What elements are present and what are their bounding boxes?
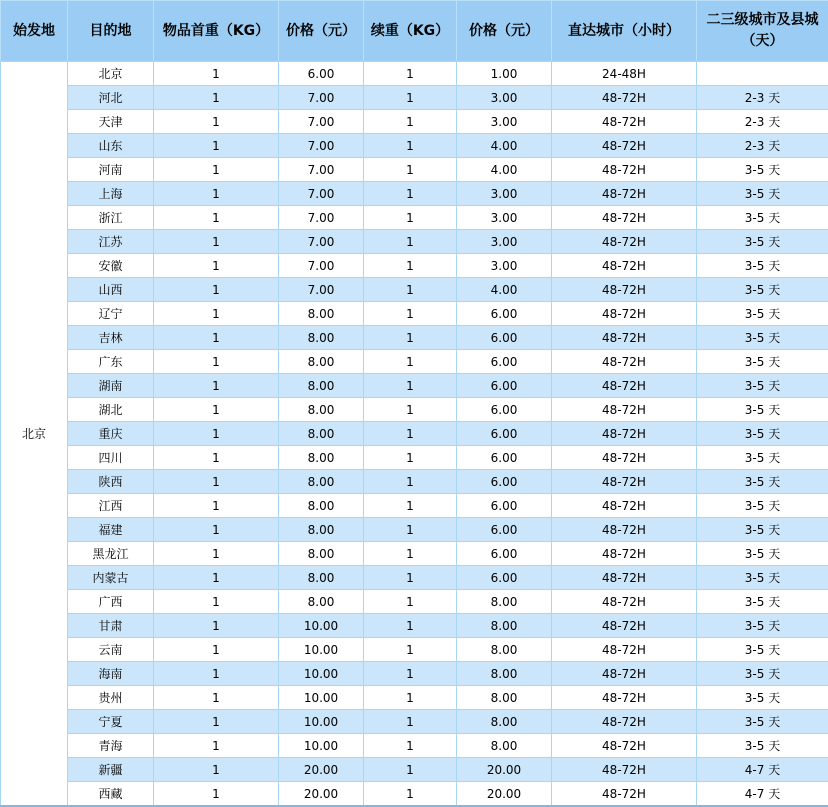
add-price-cell: 3.00 <box>457 230 552 254</box>
table-row <box>1 398 828 422</box>
table-row <box>1 710 828 734</box>
direct-hours-cell: 48-72H <box>552 446 697 470</box>
add-price-cell: 4.00 <box>457 134 552 158</box>
table-row <box>1 782 828 807</box>
table-row <box>1 422 828 446</box>
destination-cell: 重庆 <box>68 422 154 446</box>
add-price-cell: 4.00 <box>457 158 552 182</box>
table-row <box>1 86 828 110</box>
destination-cell: 海南 <box>68 662 154 686</box>
add-price-cell: 6.00 <box>457 542 552 566</box>
first-price-cell: 8.00 <box>279 590 364 614</box>
first-price-cell: 8.00 <box>279 542 364 566</box>
add-weight-cell: 1 <box>364 422 457 446</box>
add-weight-cell: 1 <box>364 206 457 230</box>
county-days-cell: 3-5 天 <box>697 254 828 278</box>
table-row <box>1 302 828 326</box>
add-price-cell: 8.00 <box>457 734 552 758</box>
table-row <box>1 326 828 350</box>
county-days-cell: 3-5 天 <box>697 350 828 374</box>
direct-hours-cell: 48-72H <box>552 230 697 254</box>
add-weight-cell: 1 <box>364 110 457 134</box>
destination-cell: 江西 <box>68 494 154 518</box>
header-add-price: 价格（元） <box>457 1 552 62</box>
first-weight-cell: 1 <box>154 590 279 614</box>
county-days-cell: 3-5 天 <box>697 302 828 326</box>
add-price-cell: 3.00 <box>457 182 552 206</box>
county-days-cell: 3-5 天 <box>697 470 828 494</box>
table-row <box>1 182 828 206</box>
county-days-cell: 3-5 天 <box>697 206 828 230</box>
direct-hours-cell: 48-72H <box>552 86 697 110</box>
county-days-cell: 3-5 天 <box>697 590 828 614</box>
add-price-cell: 20.00 <box>457 782 552 807</box>
destination-cell: 宁夏 <box>68 710 154 734</box>
destination-cell: 吉林 <box>68 326 154 350</box>
first-price-cell: 10.00 <box>279 734 364 758</box>
destination-cell: 新疆 <box>68 758 154 782</box>
destination-cell: 四川 <box>68 446 154 470</box>
first-price-cell: 8.00 <box>279 398 364 422</box>
direct-hours-cell: 48-72H <box>552 734 697 758</box>
add-weight-cell: 1 <box>364 662 457 686</box>
county-days-cell: 3-5 天 <box>697 230 828 254</box>
destination-cell: 西藏 <box>68 782 154 807</box>
add-weight-cell: 1 <box>364 374 457 398</box>
first-price-cell: 10.00 <box>279 638 364 662</box>
add-price-cell: 6.00 <box>457 398 552 422</box>
add-price-cell: 3.00 <box>457 110 552 134</box>
first-price-cell: 8.00 <box>279 374 364 398</box>
add-price-cell: 4.00 <box>457 278 552 302</box>
destination-cell: 天津 <box>68 110 154 134</box>
first-weight-cell: 1 <box>154 542 279 566</box>
direct-hours-cell: 48-72H <box>552 278 697 302</box>
header-first-price: 价格（元） <box>279 1 364 62</box>
table-row <box>1 446 828 470</box>
direct-hours-cell: 48-72H <box>552 374 697 398</box>
county-days-cell: 3-5 天 <box>697 158 828 182</box>
first-weight-cell: 1 <box>154 686 279 710</box>
first-weight-cell: 1 <box>154 470 279 494</box>
first-price-cell: 8.00 <box>279 350 364 374</box>
first-price-cell: 20.00 <box>279 758 364 782</box>
add-price-cell: 6.00 <box>457 566 552 590</box>
destination-cell: 江苏 <box>68 230 154 254</box>
county-days-cell: 4-7 天 <box>697 758 828 782</box>
first-weight-cell: 1 <box>154 254 279 278</box>
destination-cell: 甘肃 <box>68 614 154 638</box>
direct-hours-cell: 48-72H <box>552 110 697 134</box>
first-price-cell: 20.00 <box>279 782 364 807</box>
first-weight-cell: 1 <box>154 206 279 230</box>
county-days-cell: 2-3 天 <box>697 110 828 134</box>
county-days-cell: 3-5 天 <box>697 518 828 542</box>
header-direct-hours: 直达城市（小时） <box>552 1 697 62</box>
add-weight-cell: 1 <box>364 758 457 782</box>
add-weight-cell: 1 <box>364 302 457 326</box>
direct-hours-cell: 24-48H <box>552 62 697 86</box>
destination-cell: 山西 <box>68 278 154 302</box>
add-price-cell: 3.00 <box>457 206 552 230</box>
first-weight-cell: 1 <box>154 446 279 470</box>
destination-cell: 内蒙古 <box>68 566 154 590</box>
add-weight-cell: 1 <box>364 590 457 614</box>
first-weight-cell: 1 <box>154 494 279 518</box>
destination-cell: 湖南 <box>68 374 154 398</box>
add-weight-cell: 1 <box>364 86 457 110</box>
add-price-cell: 8.00 <box>457 710 552 734</box>
direct-hours-cell: 48-72H <box>552 614 697 638</box>
first-price-cell: 8.00 <box>279 566 364 590</box>
add-price-cell: 6.00 <box>457 422 552 446</box>
destination-cell: 福建 <box>68 518 154 542</box>
direct-hours-cell: 48-72H <box>552 782 697 807</box>
header-add-weight: 续重（KG） <box>364 1 457 62</box>
table-row <box>1 686 828 710</box>
first-price-cell: 7.00 <box>279 230 364 254</box>
destination-cell: 青海 <box>68 734 154 758</box>
add-weight-cell: 1 <box>364 278 457 302</box>
table-row <box>1 230 828 254</box>
add-weight-cell: 1 <box>364 350 457 374</box>
add-weight-cell: 1 <box>364 638 457 662</box>
county-days-cell: 3-5 天 <box>697 614 828 638</box>
table-row <box>1 278 828 302</box>
county-days-cell: 3-5 天 <box>697 374 828 398</box>
first-price-cell: 7.00 <box>279 182 364 206</box>
direct-hours-cell: 48-72H <box>552 758 697 782</box>
first-price-cell: 8.00 <box>279 518 364 542</box>
first-weight-cell: 1 <box>154 518 279 542</box>
first-weight-cell: 1 <box>154 566 279 590</box>
table-row <box>1 566 828 590</box>
add-price-cell: 6.00 <box>457 374 552 398</box>
add-weight-cell: 1 <box>364 134 457 158</box>
county-days-cell: 3-5 天 <box>697 182 828 206</box>
add-weight-cell: 1 <box>364 446 457 470</box>
first-weight-cell: 1 <box>154 278 279 302</box>
first-weight-cell: 1 <box>154 302 279 326</box>
direct-hours-cell: 48-72H <box>552 182 697 206</box>
county-days-cell: 3-5 天 <box>697 398 828 422</box>
first-price-cell: 10.00 <box>279 686 364 710</box>
table-header <box>1 1 828 62</box>
add-price-cell: 6.00 <box>457 350 552 374</box>
first-weight-cell: 1 <box>154 134 279 158</box>
table-row <box>1 590 828 614</box>
direct-hours-cell: 48-72H <box>552 494 697 518</box>
add-weight-cell: 1 <box>364 782 457 807</box>
direct-hours-cell: 48-72H <box>552 326 697 350</box>
table-row <box>1 350 828 374</box>
first-price-cell: 7.00 <box>279 158 364 182</box>
destination-cell: 河南 <box>68 158 154 182</box>
destination-cell: 辽宁 <box>68 302 154 326</box>
county-days-cell: 3-5 天 <box>697 422 828 446</box>
destination-cell: 山东 <box>68 134 154 158</box>
county-days-cell: 3-5 天 <box>697 638 828 662</box>
county-days-cell: 3-5 天 <box>697 710 828 734</box>
first-price-cell: 8.00 <box>279 494 364 518</box>
direct-hours-cell: 48-72H <box>552 350 697 374</box>
first-weight-cell: 1 <box>154 638 279 662</box>
direct-hours-cell: 48-72H <box>552 566 697 590</box>
direct-hours-cell: 48-72H <box>552 302 697 326</box>
first-weight-cell: 1 <box>154 758 279 782</box>
add-price-cell: 1.00 <box>457 62 552 86</box>
county-days-cell: 3-5 天 <box>697 326 828 350</box>
add-weight-cell: 1 <box>364 230 457 254</box>
table-row <box>1 206 828 230</box>
direct-hours-cell: 48-72H <box>552 590 697 614</box>
direct-hours-cell: 48-72H <box>552 470 697 494</box>
add-weight-cell: 1 <box>364 686 457 710</box>
header-destination: 目的地 <box>68 1 154 62</box>
direct-hours-cell: 48-72H <box>552 542 697 566</box>
table-row <box>1 254 828 278</box>
add-price-cell: 8.00 <box>457 614 552 638</box>
first-price-cell: 10.00 <box>279 710 364 734</box>
header-row <box>1 1 828 62</box>
first-weight-cell: 1 <box>154 374 279 398</box>
destination-cell: 广东 <box>68 350 154 374</box>
add-weight-cell: 1 <box>364 326 457 350</box>
direct-hours-cell: 48-72H <box>552 518 697 542</box>
add-price-cell: 8.00 <box>457 686 552 710</box>
table-row <box>1 374 828 398</box>
add-weight-cell: 1 <box>364 182 457 206</box>
county-days-cell: 4-7 天 <box>697 782 828 807</box>
first-weight-cell: 1 <box>154 182 279 206</box>
first-weight-cell: 1 <box>154 422 279 446</box>
destination-cell: 河北 <box>68 86 154 110</box>
first-price-cell: 7.00 <box>279 134 364 158</box>
first-weight-cell: 1 <box>154 62 279 86</box>
first-weight-cell: 1 <box>154 782 279 807</box>
add-weight-cell: 1 <box>364 518 457 542</box>
table-row <box>1 470 828 494</box>
add-price-cell: 8.00 <box>457 638 552 662</box>
table-row <box>1 62 828 86</box>
destination-cell: 浙江 <box>68 206 154 230</box>
table-row <box>1 662 828 686</box>
direct-hours-cell: 48-72H <box>552 206 697 230</box>
destination-cell: 贵州 <box>68 686 154 710</box>
direct-hours-cell: 48-72H <box>552 710 697 734</box>
first-price-cell: 7.00 <box>279 86 364 110</box>
first-weight-cell: 1 <box>154 662 279 686</box>
table-row <box>1 638 828 662</box>
first-weight-cell: 1 <box>154 734 279 758</box>
add-weight-cell: 1 <box>364 398 457 422</box>
first-price-cell: 10.00 <box>279 662 364 686</box>
origin-cell: 北京 <box>1 62 68 807</box>
first-weight-cell: 1 <box>154 326 279 350</box>
direct-hours-cell: 48-72H <box>552 134 697 158</box>
first-weight-cell: 1 <box>154 110 279 134</box>
table-row <box>1 758 828 782</box>
add-price-cell: 8.00 <box>457 662 552 686</box>
table-row <box>1 110 828 134</box>
direct-hours-cell: 48-72H <box>552 662 697 686</box>
header-first-weight: 物品首重（KG） <box>154 1 279 62</box>
county-days-cell: 3-5 天 <box>697 566 828 590</box>
county-days-cell: 2-3 天 <box>697 86 828 110</box>
direct-hours-cell: 48-72H <box>552 422 697 446</box>
first-price-cell: 8.00 <box>279 422 364 446</box>
add-price-cell: 6.00 <box>457 518 552 542</box>
add-price-cell: 6.00 <box>457 326 552 350</box>
county-days-cell: 3-5 天 <box>697 662 828 686</box>
header-origin: 始发地 <box>1 1 68 62</box>
county-days-cell: 2-3 天 <box>697 134 828 158</box>
destination-cell: 上海 <box>68 182 154 206</box>
add-price-cell: 20.00 <box>457 758 552 782</box>
add-price-cell: 6.00 <box>457 494 552 518</box>
header-county-days: 二三级城市及县城（天） <box>697 1 828 62</box>
county-days-cell: 3-5 天 <box>697 278 828 302</box>
first-price-cell: 7.00 <box>279 278 364 302</box>
first-price-cell: 8.00 <box>279 326 364 350</box>
table-row <box>1 614 828 638</box>
add-weight-cell: 1 <box>364 614 457 638</box>
table-row <box>1 542 828 566</box>
table-row <box>1 158 828 182</box>
add-price-cell: 6.00 <box>457 302 552 326</box>
direct-hours-cell: 48-72H <box>552 158 697 182</box>
first-weight-cell: 1 <box>154 86 279 110</box>
first-price-cell: 8.00 <box>279 446 364 470</box>
first-weight-cell: 1 <box>154 614 279 638</box>
first-price-cell: 8.00 <box>279 302 364 326</box>
add-price-cell: 6.00 <box>457 446 552 470</box>
first-weight-cell: 1 <box>154 158 279 182</box>
destination-cell: 北京 <box>68 62 154 86</box>
add-weight-cell: 1 <box>364 734 457 758</box>
table-row <box>1 518 828 542</box>
direct-hours-cell: 48-72H <box>552 254 697 278</box>
add-weight-cell: 1 <box>364 62 457 86</box>
direct-hours-cell: 48-72H <box>552 638 697 662</box>
table-body <box>1 62 828 807</box>
county-days-cell: 3-5 天 <box>697 734 828 758</box>
add-weight-cell: 1 <box>364 470 457 494</box>
add-price-cell: 3.00 <box>457 86 552 110</box>
county-days-cell: 3-5 天 <box>697 494 828 518</box>
add-weight-cell: 1 <box>364 494 457 518</box>
first-weight-cell: 1 <box>154 230 279 254</box>
add-price-cell: 8.00 <box>457 590 552 614</box>
county-days-cell <box>697 62 828 86</box>
add-weight-cell: 1 <box>364 254 457 278</box>
destination-cell: 安徽 <box>68 254 154 278</box>
add-weight-cell: 1 <box>364 542 457 566</box>
table-row <box>1 134 828 158</box>
add-price-cell: 3.00 <box>457 254 552 278</box>
first-weight-cell: 1 <box>154 350 279 374</box>
county-days-cell: 3-5 天 <box>697 542 828 566</box>
first-price-cell: 7.00 <box>279 110 364 134</box>
direct-hours-cell: 48-72H <box>552 686 697 710</box>
county-days-cell: 3-5 天 <box>697 686 828 710</box>
destination-cell: 黑龙江 <box>68 542 154 566</box>
destination-cell: 湖北 <box>68 398 154 422</box>
first-price-cell: 10.00 <box>279 614 364 638</box>
add-weight-cell: 1 <box>364 710 457 734</box>
direct-hours-cell: 48-72H <box>552 398 697 422</box>
first-weight-cell: 1 <box>154 710 279 734</box>
first-price-cell: 6.00 <box>279 62 364 86</box>
first-weight-cell: 1 <box>154 398 279 422</box>
add-price-cell: 6.00 <box>457 470 552 494</box>
destination-cell: 云南 <box>68 638 154 662</box>
table-row <box>1 734 828 758</box>
add-weight-cell: 1 <box>364 158 457 182</box>
first-price-cell: 8.00 <box>279 470 364 494</box>
first-price-cell: 7.00 <box>279 206 364 230</box>
add-weight-cell: 1 <box>364 566 457 590</box>
county-days-cell: 3-5 天 <box>697 446 828 470</box>
table-row <box>1 494 828 518</box>
destination-cell: 陕西 <box>68 470 154 494</box>
destination-cell: 广西 <box>68 590 154 614</box>
first-price-cell: 7.00 <box>279 254 364 278</box>
